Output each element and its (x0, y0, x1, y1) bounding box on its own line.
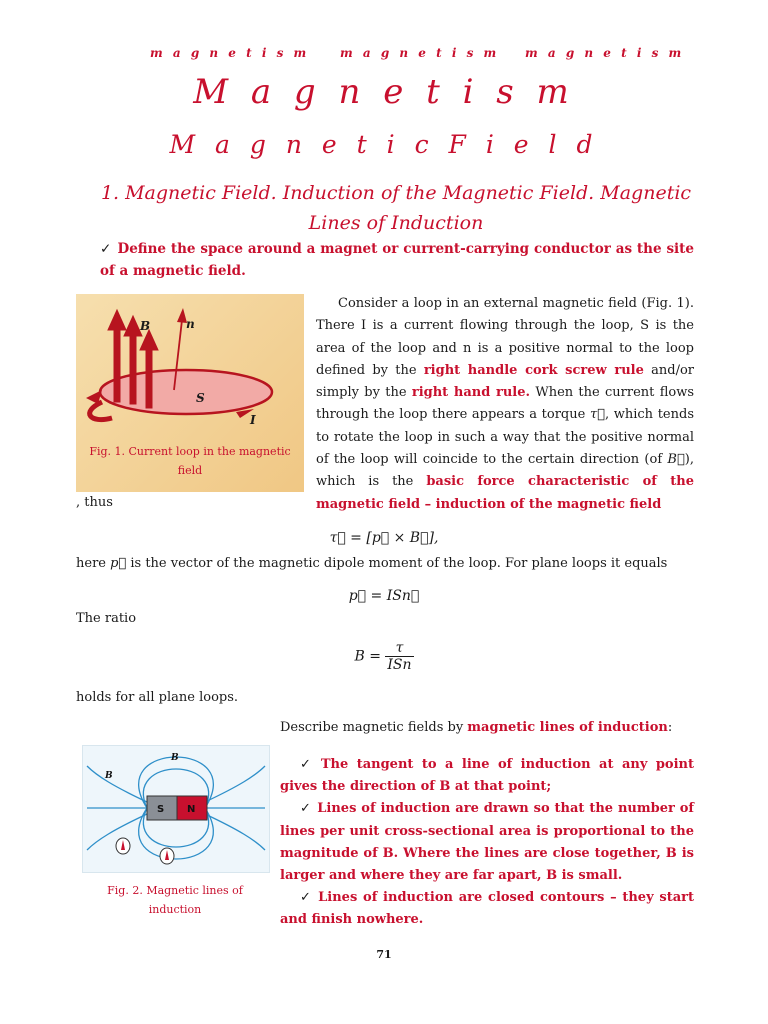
para-text: here (76, 556, 111, 571)
running-header-center: m a g n e t i s m (340, 46, 500, 60)
fraction-numerator: τ (385, 640, 413, 657)
para-text: is the vector of the magnetic dipole moment of the loop. For plane loops it equals (126, 556, 668, 571)
thus-text: , thus (76, 495, 113, 510)
checkmark-icon: ✓ (100, 241, 112, 257)
here-line (76, 553, 667, 575)
objective-text: Define the space around a magnet or current-carrying conductor as the site of a magnetic field. (100, 241, 694, 279)
formula-torque: τ⃗ = [p⃗ × B⃗], (329, 530, 439, 546)
fraction-denominator: ISn (387, 657, 412, 673)
label-B: B (140, 319, 151, 333)
page-subtitle: M a g n e t i c F i e l d (169, 130, 599, 159)
formula-lhs: B = (354, 648, 381, 665)
label-S: S (196, 391, 205, 405)
figure2-caption: Fig. 2. Magnetic lines of induction (107, 884, 243, 916)
dipole-symbol: p⃗ (110, 556, 127, 571)
label-B-left: B (105, 771, 113, 781)
checkmark-icon: ✓ (300, 801, 312, 817)
para-text: : (667, 720, 673, 735)
objective-bullet (100, 238, 694, 282)
formula-dipole: p⃗ = ISn⃗ (348, 588, 420, 604)
label-B-top: B (171, 753, 179, 763)
intro-paragraph (316, 293, 694, 516)
list-item (280, 887, 694, 931)
figure1-caption: Fig. 1. Current loop in the magnetic field (89, 445, 291, 477)
figure-current-loop (76, 294, 304, 492)
compass-icon (116, 838, 174, 864)
para-text: , which tends to rotate the loop in such a way that the positive normal of the loop will coincide to the certain direction (of (316, 407, 694, 468)
fraction (385, 640, 413, 673)
page-title: M a g n e t i s m (193, 72, 575, 112)
properties-list (280, 754, 694, 932)
field-arrows-icon (108, 310, 158, 408)
para-text: and/or simply by the (316, 362, 694, 401)
current-loop-diagram (76, 294, 304, 444)
running-header-right: m a g n e t i s m (525, 46, 685, 60)
para-text: Describe magnetic fields by (280, 720, 468, 735)
page-number: 71 (376, 948, 392, 961)
para-text: When the current flows through the loop there appears a torque (316, 385, 694, 423)
describe-line (280, 720, 672, 735)
term-right-hand-rule: right hand rule. (411, 385, 531, 401)
section-heading: 1. Magnetic Field. Induction of the Magnetic Field. Magnetic Lines of Induction (100, 182, 692, 234)
bar-magnet-diagram (83, 746, 269, 872)
term-lines-of-induction: magnetic lines of induction (467, 720, 668, 735)
list-item-text: Lines of induction are drawn so that the number of lines per unit cross-sectional area is proportional to the magnitude of B. Where the lines are close together, B is larger and where they are far apart, B is small. (280, 801, 694, 884)
figure-field-lines (82, 745, 270, 873)
list-item-text: The tangent to a line of induction at any point gives the direction of B at that point; (280, 757, 694, 795)
torque-symbol: τ⃗ (589, 407, 605, 423)
ratio-text: The ratio (76, 611, 137, 626)
loop-ellipse (100, 370, 272, 414)
holds-text: holds for all plane loops. (76, 690, 239, 705)
formula-ratio (0, 640, 768, 673)
list-item-text: Lines of induction are closed contours – they start and finish nowhere. (280, 890, 694, 928)
label-I: I (250, 413, 256, 427)
term-induction-definition: basic force characteristic of the magnetic field – induction of the magnetic field (316, 474, 694, 512)
checkmark-icon: ✓ (300, 757, 315, 772)
running-header-left: m a g n e t i s m (150, 46, 310, 60)
label-N: N (187, 804, 196, 815)
induction-symbol: B⃗ (667, 452, 685, 468)
label-n: n (186, 317, 195, 331)
list-item (280, 754, 694, 798)
para-text: ), which is the (316, 452, 694, 490)
para-text: Consider a loop in an external magnetic field (Fig. 1). There I is a current flowing through the loop, S is the area of the loop and n is a positive normal to the loop defined by the (316, 296, 694, 378)
rotation-arrow-icon (90, 402, 112, 420)
list-item (280, 798, 694, 887)
checkmark-icon: ✓ (300, 890, 313, 906)
term-corkscrew-rule: right handle cork screw rule (423, 362, 644, 378)
label-S: S (157, 804, 165, 815)
